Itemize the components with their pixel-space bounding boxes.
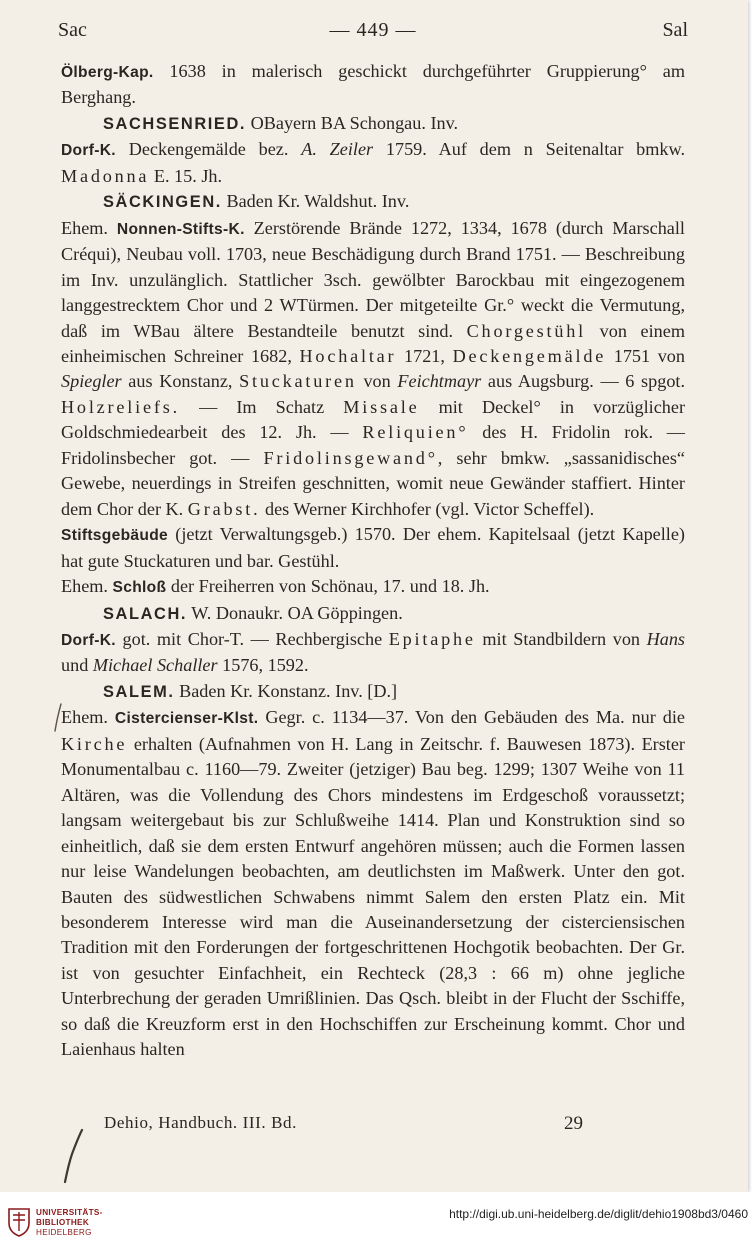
entry-text: 1576, 1592. (217, 655, 309, 676)
entry-text: , sehr bmkw. „sassanidisches“ Gewebe, neuerdings in Streifen geschnitten, womit neue Gewänder staffiert. Hinter dem Chor der K. (61, 447, 685, 519)
spaced-term: Madonna (61, 165, 150, 186)
entry-text: des Werner Kirchhofer (vgl. Victor Scheffel). (260, 498, 595, 519)
running-header (58, 19, 688, 47)
entry-text: von (356, 371, 398, 392)
entry-text: 1759. Auf dem n Seitenaltar bmkw. (373, 139, 685, 160)
entry-text: Zerstörende Brände 1272, 1334, 1678 (durch Marschall Créqui), Neubau voll. 1703, neue Beschädigung durch Brand 1751. — Beschreibung im Inv. unzulänglich. Stattlicher 3sch. gewölbter Barockbau mit eingezogenem langgestrecktem Chor und 2 WTürmen. Der mitgeteilte Gr.° weckt die Vermutung, daß im WBau ältere Bestandteile benutzt sind. (61, 217, 685, 341)
keyword: Cistercienser-Klst. (114, 710, 259, 728)
entry-text: Deckengemälde bez. (115, 139, 302, 160)
library-name: UNIVERSITÄTS- BIBLIOTHEK HEIDELBERG (36, 1208, 103, 1237)
entry-paragraph (61, 522, 685, 574)
spaced-term: Fridolinsgewand° (263, 447, 438, 468)
entry-text: Ehem. (61, 576, 113, 597)
header-right: Sal (662, 19, 688, 41)
page-footer (104, 1113, 583, 1137)
entry-text: Baden Kr. Konstanz. Inv. [D.] (174, 680, 398, 701)
entry-text: got. mit Chor-T. — Rechbergische (115, 628, 389, 649)
artist-name: Spiegler (61, 371, 122, 392)
spaced-term: Deckengemälde (452, 345, 607, 366)
place-name: SALACH. (103, 604, 188, 623)
artist-name: Michael Schaller (92, 655, 218, 676)
entry-text: von einem einheimischen Schreiner 1682, (61, 320, 685, 366)
place-name: SACHSENRIED. (103, 114, 247, 133)
entry-paragraph (61, 59, 685, 111)
repository-bar (0, 1192, 754, 1253)
entry-text: Ehem. (61, 707, 115, 728)
spaced-term: Stuckaturen (239, 371, 357, 392)
entry-text: (jetzt Verwaltungsgeb.) 1570. Der ehem. Kapitelsaal (jetzt Kapelle) hat gute Stuckaturen und bar. Gestühl. (61, 524, 685, 571)
artist-name: A. Zeiler (301, 139, 374, 160)
entry-text: mit Standbildern von (475, 628, 647, 649)
entry-text: der Freiherren von Schönau, 17. und 18. Jh. (166, 576, 490, 597)
entry-text: Ehem. (61, 217, 117, 238)
entry-paragraph (61, 574, 685, 600)
entry-text: 1751 von (606, 345, 685, 366)
entry-text: aus Konstanz, (121, 371, 240, 392)
spaced-term: Missale (343, 396, 420, 417)
entry-text: und (61, 655, 93, 676)
keyword: Dorf-K. (61, 142, 116, 160)
entry-text: 1721, (396, 345, 453, 366)
entry-text: 1638 in malerisch geschickt durchgeführter Gruppierung° am Berghang. (61, 61, 685, 108)
entry-text: des H. Fridolin rok. — Fridolinsbecher got. — (61, 422, 685, 468)
entry-text: aus Augsburg. — 6 spgot. (481, 371, 686, 392)
keyword: Schloß (112, 579, 167, 597)
spaced-term: Kirche (61, 733, 128, 754)
entry-text: erhalten (Aufnahmen von H. Lang in Zeitschr. f. Bauwesen 1873). Erster Monumentalbau c. 1160—79. Zweiter (jetziger) Bau beg. 1299; 1307 Weihe von 11 Altären, was die Vollendung des Chors mindestens im Erdgeschoß voraussetzt; langsam weitergebaut bis zur Schlußweihe 1414. Plan und Konstruktion sind so einheitlich, daß sie dem ersten Entwurf angehören müssen; auch die Formen lassen nur leise Wandelungen beobachten, am deutlichsten im Maßwerk. Unter den got. Bauten des südwestlichen Schwabens nimmt Salem den ersten Platz ein. Mit besonderem Interesse wird man die Auseinandersetzung der cisterciensischen Tradition mit den Forderungen der fortgeschrittenen Hochgotik beobachten. Der Gr. ist von gesuchter Einfachheit, ein Rechteck (28,3 : 66 m) ohne jegliche Unterbrechung der geraden Umrißlinien. Das Qsch. bleibt in der Flucht der Sschiffe, so daß die Kreuzform erst in den Hochschiffen zur Erscheinung kommt. Chor und Laienhaus halten (61, 733, 685, 1060)
spaced-term: Epitaphe (388, 628, 476, 649)
entry-text: Gegr. c. 1134—37. Von den Gebäuden des Ma. nur die (258, 707, 685, 728)
place-heading (61, 601, 685, 627)
spaced-term: Grabst. (187, 498, 261, 519)
source-url[interactable]: http://digi.ub.uni-heidelberg.de/diglit/dehio1908bd3/0460 (449, 1207, 748, 1221)
entry-paragraph (61, 705, 685, 1062)
entry-text: OBayern BA Schongau. Inv. (246, 112, 459, 133)
entry-text: — Im Schatz (179, 396, 344, 417)
entry-text: W. Donaukr. OA Göppingen. (187, 602, 403, 623)
spaced-term: Hochaltar (299, 345, 397, 366)
artist-name: Feichtmayr (397, 371, 482, 392)
entry-paragraph (61, 627, 685, 679)
place-heading (61, 679, 685, 705)
library-logo-icon (6, 1207, 32, 1237)
entry-text: E. 15. Jh. (149, 165, 223, 186)
keyword: Dorf-K. (61, 631, 116, 649)
artist-name: Hans (646, 628, 686, 649)
place-name: SÄCKINGEN. (103, 193, 222, 212)
entry-text: Baden Kr. Waldshut. Inv. (221, 191, 410, 212)
page-body (61, 59, 685, 1063)
keyword: Nonnen-Stifts-K. (116, 220, 245, 238)
spaced-term: Holzreliefs. (61, 396, 180, 417)
sheet-number: 29 (564, 1113, 583, 1134)
entry-paragraph (61, 216, 685, 522)
place-heading (61, 189, 685, 215)
spaced-term: Reliquien° (362, 422, 469, 443)
page-number: — 449 — (329, 19, 417, 41)
spaced-term: Chorgestühl (466, 320, 587, 341)
header-left: Sac (58, 19, 87, 41)
pencil-mark (52, 703, 64, 733)
place-name: SALEM. (103, 682, 175, 701)
entry-paragraph (61, 137, 685, 189)
footer-signature: Dehio, Handbuch. III. Bd. (104, 1113, 297, 1132)
place-heading (61, 111, 685, 137)
entry-text: mit Deckel° in vorzüglicher Goldschmiedearbeit des 12. Jh. — (61, 396, 685, 443)
pencil-mark (58, 1128, 88, 1184)
keyword: Stiftsgebäude (61, 527, 169, 545)
keyword: Ölberg-Kap. (61, 64, 154, 81)
